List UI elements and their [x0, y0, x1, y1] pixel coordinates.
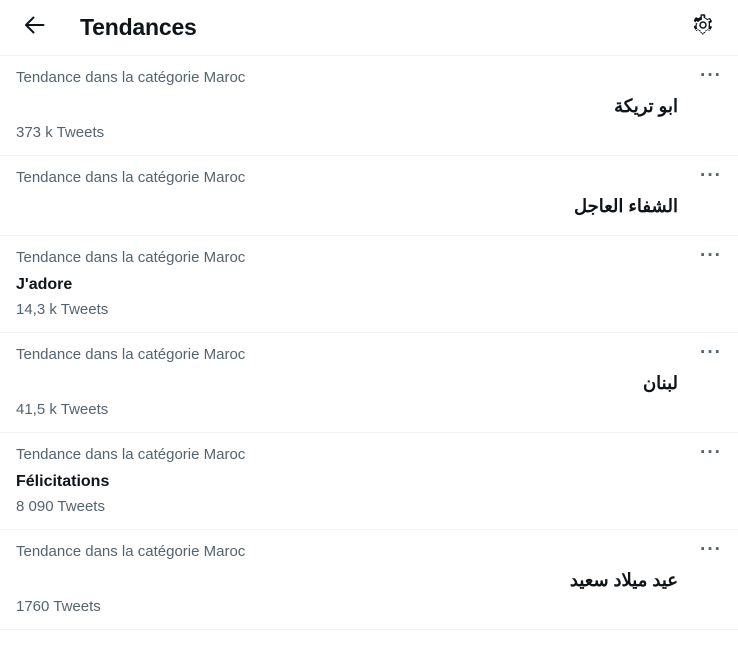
gear-icon [691, 13, 715, 42]
back-button[interactable] [16, 9, 54, 47]
trend-name: ابو تريكة [614, 96, 678, 116]
trend-name: Félicitations [16, 473, 110, 490]
trend-count: 1760 Tweets [16, 598, 101, 615]
trend-name: الشفاء العاجل [573, 196, 678, 216]
trend-category: Tendance dans la catégorie Maroc [16, 446, 246, 463]
more-options-icon[interactable]: ··· [700, 64, 722, 86]
list-item[interactable] [0, 156, 738, 236]
page-title: Tendances [80, 14, 197, 40]
trend-category: Tendance dans la catégorie Maroc [16, 543, 246, 560]
arrow-left-icon [23, 13, 47, 42]
trend-category: Tendance dans la catégorie Maroc [16, 249, 246, 266]
trend-name: لبنان [642, 373, 678, 393]
more-options-icon[interactable]: ··· [700, 538, 722, 560]
list-item[interactable] [0, 236, 738, 333]
trend-category: Tendance dans la catégorie Maroc [16, 169, 246, 186]
list-item[interactable] [0, 433, 738, 530]
list-item[interactable] [0, 333, 738, 433]
trend-count: 373 k Tweets [16, 124, 105, 141]
trend-name: عيد ميلاد سعيد [569, 570, 678, 590]
trend-count: 41,5 k Tweets [16, 401, 109, 418]
trend-name: J'adore [16, 276, 73, 293]
more-options-icon[interactable]: ··· [700, 244, 722, 266]
trend-list [0, 56, 738, 659]
app-header [0, 0, 738, 56]
trend-category: Tendance dans la catégorie Maroc [16, 346, 246, 363]
settings-button[interactable] [684, 9, 722, 47]
more-options-icon[interactable]: ··· [700, 164, 722, 186]
more-options-icon[interactable]: ··· [700, 341, 722, 363]
more-options-icon[interactable]: ··· [700, 441, 722, 463]
list-item[interactable] [0, 530, 738, 630]
trend-count: 14,3 k Tweets [16, 301, 109, 318]
trend-category: Tendance dans la catégorie Maroc [16, 69, 246, 86]
trend-count: 8 090 Tweets [16, 498, 105, 515]
list-item[interactable] [0, 56, 738, 156]
